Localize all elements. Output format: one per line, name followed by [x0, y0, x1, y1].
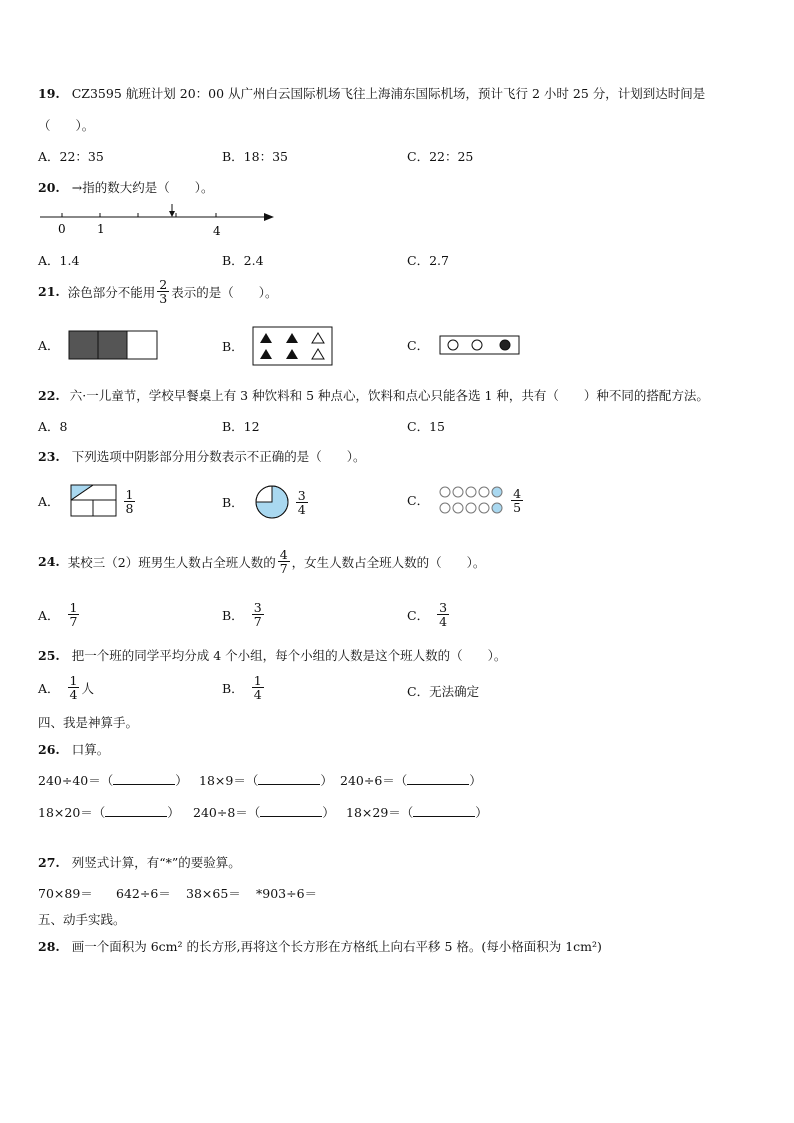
q24-stem: [38, 548, 485, 575]
q21-triangles-figure: [252, 326, 334, 366]
q19-text: CZ3595 航班计划 20：00 从广州白云国际机场飞往上海浦东国际机场，预计飞行 2 小时 25 分，计划到达时间是: [71, 86, 706, 101]
q23-option-c[interactable]: [407, 484, 525, 516]
q24-text-after: ，女生人数占全班人数的（ ）。: [291, 554, 486, 570]
q20-number: 20.: [38, 180, 60, 195]
q24-fraction-a: $\frac{1}{7}$: [69, 600, 78, 629]
answer-blank[interactable]: [105, 805, 167, 817]
q21-number: 21.: [38, 284, 60, 299]
q22-text: 六·一儿童节，学校早餐桌上有 3 种饮料和 5 种点心，饮料和点心只能各选 1 种，共有（ ）种不同的搭配方法。: [69, 388, 709, 403]
q23-rectangle-figure: [70, 484, 118, 518]
number-line: [38, 200, 278, 240]
q26-title: 口算。: [71, 742, 110, 757]
answer-blank[interactable]: [258, 773, 320, 785]
q22-stem: [38, 386, 709, 404]
q20-option-b[interactable]: B．2.4: [222, 253, 264, 268]
q24-option-a[interactable]: [38, 601, 81, 628]
tick-label-1: 1: [97, 222, 105, 236]
q27-number: 27.: [38, 855, 60, 870]
section-4-heading: 四、我是神算手。: [38, 715, 139, 730]
number-line-arrowhead: [264, 213, 274, 221]
q21-option-b[interactable]: [222, 326, 334, 366]
q21-option-a[interactable]: [38, 330, 160, 360]
answer-blank[interactable]: [260, 805, 322, 817]
q21-label-a: A．: [38, 338, 60, 353]
q26-item-6: 18×29＝（ ）: [346, 805, 488, 820]
section-5-heading: 五、动手实践。: [38, 912, 126, 927]
q20-text: →指的数大约是（ ）。: [71, 180, 214, 195]
q27-item-1: 70×89＝: [38, 886, 93, 901]
q25-option-b[interactable]: [222, 674, 266, 701]
answer-blank[interactable]: [407, 773, 469, 785]
q25-fraction-a: $\frac{1}{4}$: [69, 673, 78, 702]
q28-text: 画一个面积为 6cm² 的长方形,再将这个长方形在方格纸上向右平移 5 格。(每小格面积为 1cm²): [71, 939, 602, 954]
q27-stem: [38, 853, 241, 871]
q24-text-before: 某校三（2）班男生人数占全班人数的: [67, 554, 276, 570]
q23-option-b[interactable]: [222, 484, 310, 520]
q21-shaded-bar-figure: [68, 330, 160, 360]
q24-option-b[interactable]: [222, 601, 266, 628]
q25-stem: [38, 646, 506, 664]
q24-label-a: A．: [38, 607, 60, 623]
q26-stem: [38, 740, 109, 758]
q22-option-b[interactable]: B．12: [222, 419, 260, 434]
q23-number: 23.: [38, 449, 60, 464]
q19-number: 19.: [38, 86, 60, 101]
q19-option-a[interactable]: A．22：35: [38, 149, 104, 164]
tick-label-4: 4: [213, 224, 221, 238]
q24-fraction-c: $\frac{3}{4}$: [439, 600, 448, 629]
q22-number: 22.: [38, 388, 60, 403]
q27-item-3: 38×65＝: [186, 886, 241, 901]
q25-unit-a: 人: [81, 680, 94, 696]
q28-number: 28.: [38, 939, 60, 954]
q23-label-a: A．: [38, 494, 60, 509]
q20-option-a[interactable]: A．1.4: [38, 253, 80, 268]
q21-option-c[interactable]: [407, 335, 521, 355]
q19-blank: （ ）。: [38, 118, 95, 133]
q28-stem: [38, 937, 602, 955]
pointer-arrow-head: [169, 211, 175, 217]
q23-dots-figure: [439, 484, 507, 516]
q21-text-after: 表示的是（ ）。: [171, 284, 278, 300]
q21-stem: [38, 278, 277, 305]
q23-label-c: C．: [407, 493, 430, 508]
q21-label-c: C．: [407, 338, 430, 353]
q23-fraction-b: $\frac{3}{4}$: [297, 487, 306, 517]
q19-stem: [38, 84, 705, 102]
q25-label-a: A．: [38, 680, 60, 696]
q25-number: 25.: [38, 648, 60, 663]
q24-fraction: $\frac{4}{7}$: [279, 547, 288, 576]
q23-stem: [38, 447, 366, 465]
q24-number: 24.: [38, 554, 60, 569]
q26-item-3: 240÷6＝（ ）: [340, 773, 482, 788]
q21-fraction: $\frac{2}{3}$: [159, 277, 168, 306]
q25-label-b: B．: [222, 680, 244, 696]
q23-option-a[interactable]: [38, 484, 137, 518]
q19-option-c[interactable]: C．22：25: [407, 149, 474, 164]
q25-text: 把一个班的同学平均分成 4 个小组，每个小组的人数是这个班人数的（ ）。: [71, 648, 507, 663]
q20-stem: [38, 178, 213, 196]
answer-blank[interactable]: [413, 805, 475, 817]
q26-item-1: 240÷40＝（ ）: [38, 773, 188, 788]
q23-fraction-a: $\frac{1}{8}$: [125, 486, 134, 516]
q22-option-c[interactable]: C．15: [407, 419, 445, 434]
number-line-ticks: [62, 213, 216, 217]
q24-fraction-b: $\frac{3}{7}$: [253, 600, 262, 629]
q27-item-4: *903÷6＝: [256, 886, 318, 901]
q26-number: 26.: [38, 742, 60, 757]
q27-item-2: 642÷6＝: [116, 886, 171, 901]
q27-title: 列竖式计算，有“*”的要验算。: [71, 855, 241, 870]
q25-option-a[interactable]: [38, 674, 94, 701]
q24-label-b: B．: [222, 607, 244, 623]
q21-text-before: 涂色部分不能用: [67, 284, 156, 300]
q23-circle-figure: [254, 484, 290, 520]
q24-option-c[interactable]: [407, 601, 451, 628]
q26-item-4: 18×20＝（ ）: [38, 805, 180, 820]
q21-circles-figure: [439, 335, 521, 355]
q26-item-5: 240÷8＝（ ）: [193, 805, 335, 820]
tick-label-0: 0: [58, 222, 66, 236]
q23-text: 下列选项中阴影部分用分数表示不正确的是（ ）。: [71, 449, 366, 464]
q24-label-c: C．: [407, 607, 430, 623]
q25-fraction-b: $\frac{1}{4}$: [253, 673, 262, 702]
q19-option-b[interactable]: B．18：35: [222, 149, 288, 164]
q25-option-c[interactable]: C．无法确定: [407, 684, 480, 699]
q23-label-b: B．: [222, 495, 244, 510]
q23-fraction-c: $\frac{4}{5}$: [513, 485, 522, 515]
answer-blank[interactable]: [113, 773, 175, 785]
q26-item-2: 18×9＝（ ）: [199, 773, 333, 788]
q20-option-c[interactable]: C．2.7: [407, 253, 449, 268]
q21-label-b: B．: [222, 339, 244, 354]
q22-option-a[interactable]: A．8: [38, 419, 68, 434]
